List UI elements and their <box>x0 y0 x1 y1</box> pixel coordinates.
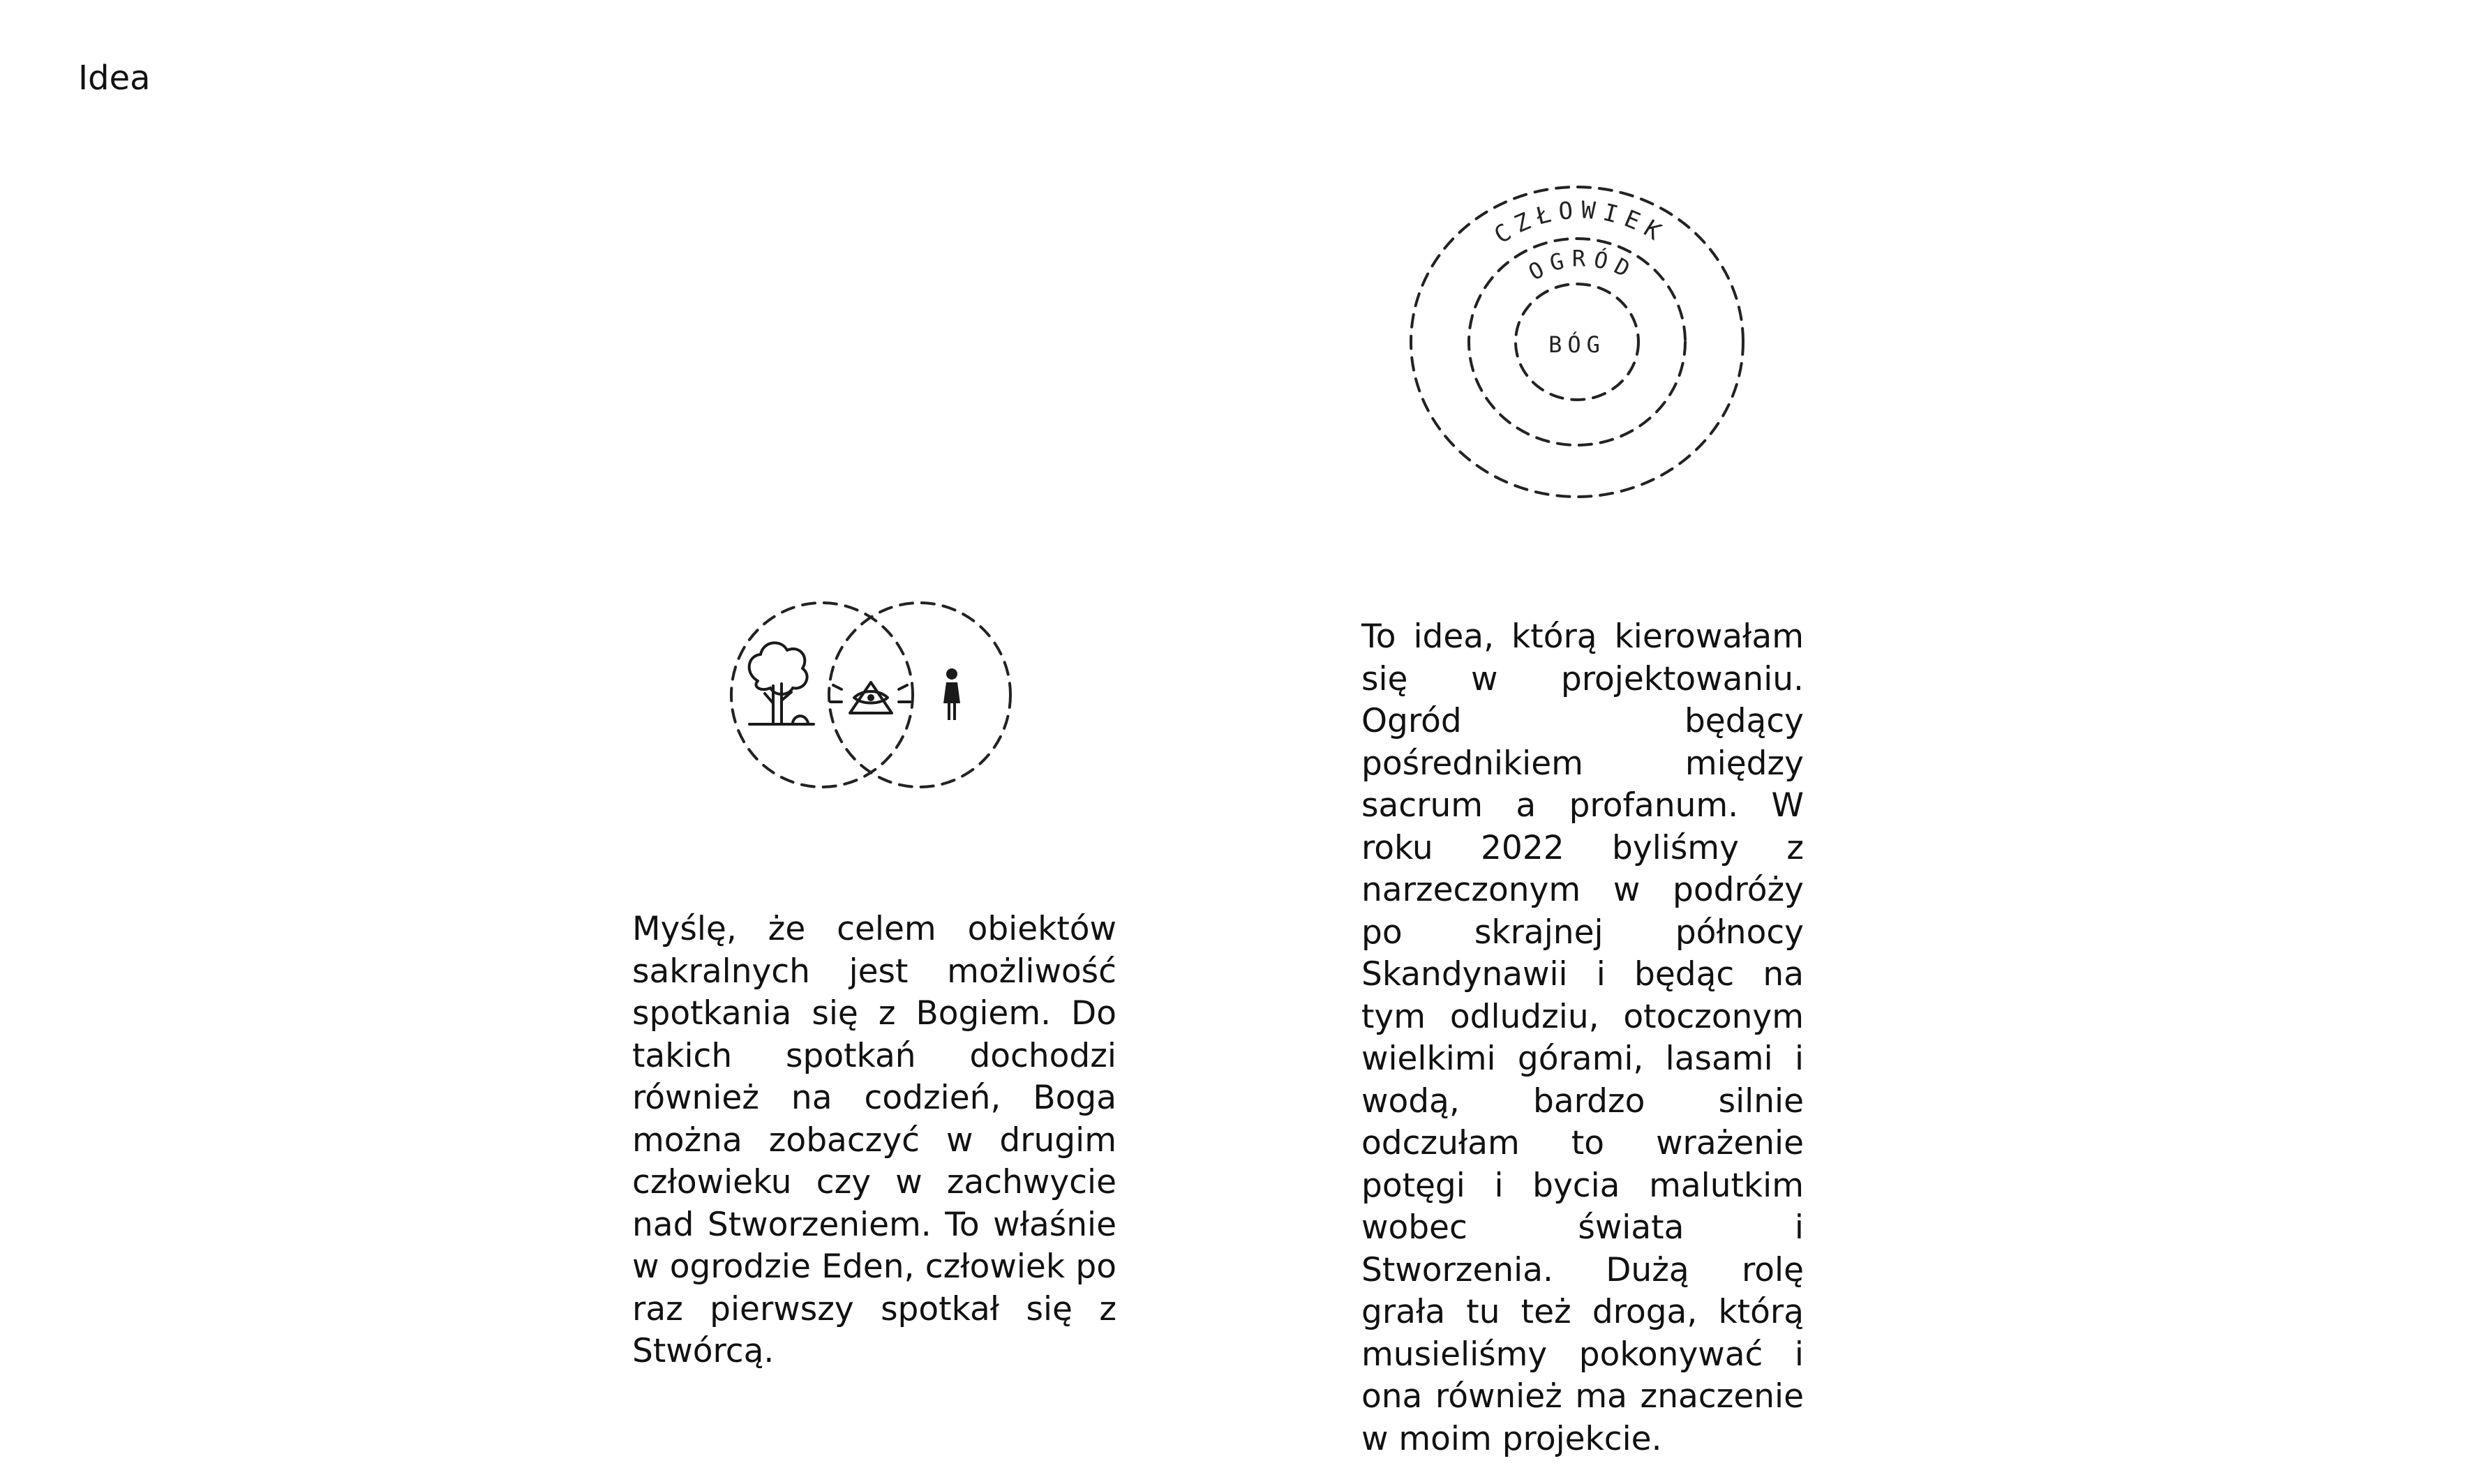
person-icon <box>943 668 960 720</box>
label-bog: BÓG <box>1548 331 1606 358</box>
label-ogrod: OGRÓD <box>1524 245 1641 286</box>
page-title: Idea <box>78 59 151 98</box>
svg-text:CZŁOWIEK <box>1489 196 1671 249</box>
concentric-circles-diagram <box>1403 178 1765 513</box>
venn-diagram <box>724 599 1024 793</box>
tree-icon <box>749 643 814 724</box>
eye-of-providence-icon <box>830 682 910 713</box>
paragraph-right: To idea, którą kierowałam się w projektowaniu. Ogród będący pośrednikiem między sacrum a profanum. W roku 2022 byliśmy z narzeczonym w podróży po skrajnej północy Skandynawii i będąc na tym odludziu, otoczonym wielkimi górami, lasami i wodą, bardzo silnie odczułam to wrażenie potęgi i bycia malutkim wobec świata i Stworzenia. Dużą rolę grała tu też droga, którą musieliśmy pokonywać i ona również ma znaczenie w moim projekcie. <box>1361 617 1804 1458</box>
paragraph-left: Myślę, że celem obiektów sakralnych jest możliwość spotkania się z Bogiem. Do takich spotkań dochodzi również na codzień, Boga można zobaczyć w drugim człowieku czy w zachwycie nad Stworzeniem. To właśnie w ogrodzie Eden, człowiek po raz pierwszy spotkał się z Stwórcą. <box>632 910 1116 1370</box>
svg-text:OGRÓD <box>1524 245 1641 285</box>
label-czlowiek: CZŁOWIEK <box>1489 196 1672 250</box>
